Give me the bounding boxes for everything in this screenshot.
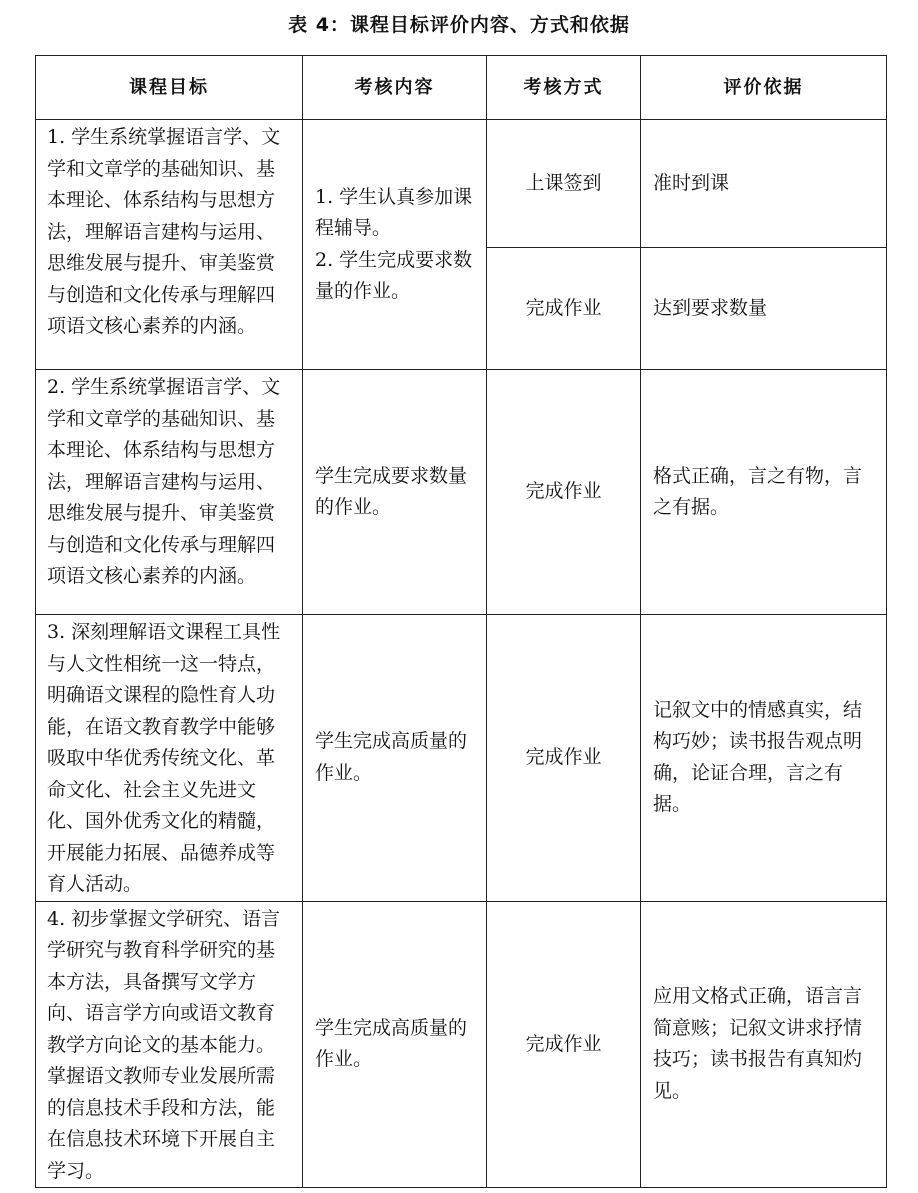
goal-cell: 2. 学生系统掌握语言学、文学和文章学的基础知识、基本理论、体系结构与思想方法，理解语言建构与运用、思维发展与提升、审美鉴赏与创造和文化传承与理解四项语文核心素养的内涵。 bbox=[36, 370, 303, 615]
method-cell: 完成作业 bbox=[487, 370, 641, 615]
content-item: 1. 学生认真参加课程辅导。 bbox=[315, 185, 473, 239]
basis-cell: 达到要求数量 bbox=[641, 248, 887, 370]
content-cell: 学生完成高质量的作业。 bbox=[303, 615, 487, 902]
table-row bbox=[36, 615, 887, 902]
basis-cell: 记叙文中的情感真实，结构巧妙；读书报告观点明确，论证合理，言之有据。 bbox=[641, 615, 887, 902]
method-cell: 完成作业 bbox=[487, 248, 641, 370]
table-row bbox=[36, 120, 887, 248]
content-item: 2. 学生完成要求数量的作业。 bbox=[315, 248, 473, 302]
basis-cell: 应用文格式正确，语言言简意赅；记叙文讲求抒情技巧；读书报告有真知灼见。 bbox=[641, 901, 887, 1188]
table-row bbox=[36, 901, 887, 1188]
goal-cell: 3. 深刻理解语文课程工具性与人文性相统一这一特点，明确语文课程的隐性育人功能，在语文教育教学中能够吸取中华优秀传统文化、革命文化、社会主义先进文化、国外优秀文化的精髓，开展能力拓展、品德养成等育人活动。 bbox=[36, 615, 303, 902]
goal-cell: 1. 学生系统掌握语言学、文学和文章学的基础知识、基本理论、体系结构与思想方法，理解语言建构与运用、思维发展与提升、审美鉴赏与创造和文化传承与理解四项语文核心素养的内涵。 bbox=[36, 120, 303, 370]
header-content: 考核内容 bbox=[303, 56, 487, 120]
basis-cell: 格式正确，言之有物，言之有据。 bbox=[641, 370, 887, 615]
header-goal: 课程目标 bbox=[36, 56, 303, 120]
method-cell: 完成作业 bbox=[487, 615, 641, 902]
basis-cell: 准时到课 bbox=[641, 120, 887, 248]
table-caption: 表 4：课程目标评价内容、方式和依据 bbox=[288, 14, 630, 36]
content-cell: 学生完成高质量的作业。 bbox=[303, 901, 487, 1188]
content-cell bbox=[303, 120, 487, 370]
goal-cell: 4. 初步掌握文学研究、语言学研究与教育科学研究的基本方法，具备撰写文学方向、语言学方向或语文教育教学方向论文的基本能力。掌握语文教师专业发展所需的信息技术手段和方法，能在信息技术环境下开展自主学习。 bbox=[36, 901, 303, 1188]
method-cell: 上课签到 bbox=[487, 120, 641, 248]
header-method: 考核方式 bbox=[487, 56, 641, 120]
header-row bbox=[36, 56, 887, 120]
method-cell: 完成作业 bbox=[487, 901, 641, 1188]
content-cell: 学生完成要求数量的作业。 bbox=[303, 370, 487, 615]
header-basis: 评价依据 bbox=[641, 56, 887, 120]
evaluation-table bbox=[35, 55, 887, 1188]
table-row bbox=[36, 370, 887, 615]
